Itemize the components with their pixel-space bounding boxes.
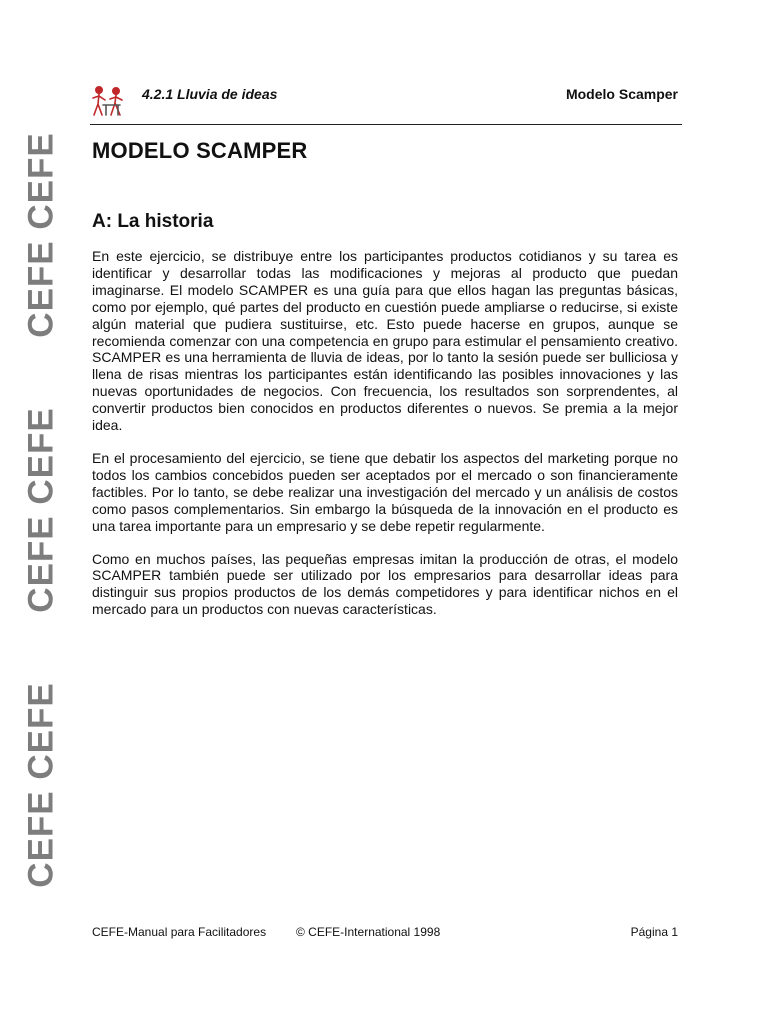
watermark-text: CEFE CEFE: [22, 132, 62, 338]
watermark-text: CEFE CEFE: [22, 407, 62, 613]
chapter-title: Modelo Scamper: [565, 86, 678, 102]
footer-copyright: © CEFE-International 1998: [296, 925, 441, 939]
paragraph: En el procesamiento del ejercicio, se tiene que debatir los aspectos del marketing porque no todos los cambios concebidos pueden ser aceptados por el mercado o son financieramente factibles. Por lo tanto, se debe realizar una investigación del mercado y un análisis de costos como pasos complementarios. Sin embargo la búsqueda de la innovación en el producto es una tarea importante para un empresario y se debe repetir regularmente.: [92, 449, 678, 534]
body-text: [92, 248, 678, 634]
footer-manual: CEFE-Manual para Facilitadores: [92, 925, 267, 939]
page-title: MODELO SCAMPER: [92, 138, 308, 163]
paragraph: En este ejercicio, se distribuye entre los participantes productos cotidianos y su tarea es identificar y desarrollar todas las modificaciones y mejoras al producto que puedan imaginarse. El modelo SCAMPER es una guía para que ellos hagan las preguntas básicas, como por ejemplo, qué partes del producto en cuestión puede ampliarse o reducirse, si existe algún material que pudiera sustituirse, etc. Esto puede hacerse en grupos, aunque se recomienda comenzar con una competencia en grupo para estimular el pensamiento creativo. SCAMPER es una herramienta de lluvia de ideas, por lo tanto la sesión puede ser bulliciosa y llena de risas mientras los participantes están identificando las posibles innovaciones y las nuevas oportunidades de negocios. Con frecuencia, los resultados son sorprendentes, al convertir productos bien conocidos en productos diferentes o nuevos. Se premia a la mejor idea.: [92, 248, 678, 434]
paragraph: Como en muchos países, las pequeñas empresas imitan la producción de otras, el modelo SCAMPER también puede ser utilizado por los empresarios para desarrollar ideas para distinguir sus propios productos de los demás competidores y para identificar nichos en el mercado para un productos con nuevas características.: [92, 550, 678, 618]
page-number: Página 1: [630, 925, 678, 939]
section-heading: A: La historia: [92, 211, 214, 232]
side-watermark-top: [0, 132, 84, 338]
page-header: [90, 80, 682, 125]
watermark-text: CEFE CEFE: [22, 682, 62, 888]
side-watermark-middle: [0, 407, 84, 613]
section-label: 4.2.1 Lluvia de ideas: [142, 86, 278, 102]
side-watermark-bottom: [0, 682, 84, 888]
people-working-icon: [90, 84, 128, 118]
